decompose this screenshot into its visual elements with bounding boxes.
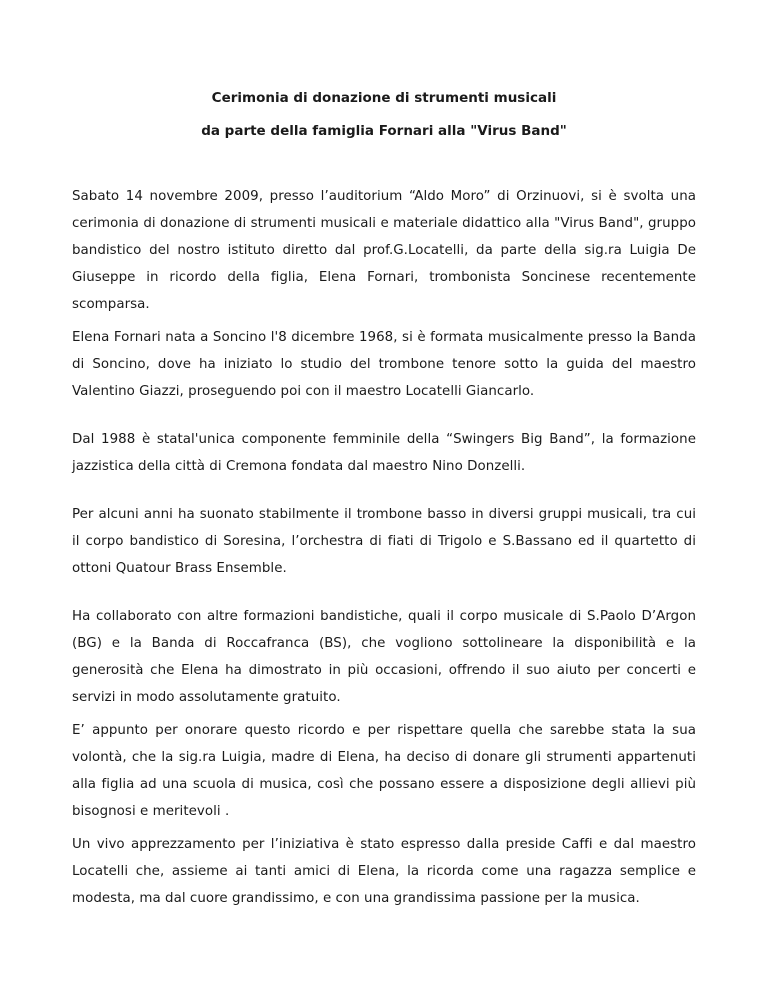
document-title bbox=[72, 82, 696, 148]
paragraph-donation: E’ appunto per onorare questo ricordo e per rispettare quella che sarebbe stata la sua volontà, che la sig.ra Luigia, madre di Elena, ha deciso di donare gli strumenti appartenuti alla figlia ad una scuola di musica, così che possano essere a disposizione degli allievi più bisognosi e meritevoli . bbox=[72, 723, 696, 819]
document-page bbox=[72, 82, 696, 912]
paragraph-collaborations: Ha collaborato con altre formazioni bandistiche, quali il corpo musicale di S.Paolo D’Argon (BG) e la Banda di Roccafranca (BS), che vogliono sottolineare la disponibilità e la generosità che Elena ha dimostrato in più occasioni, offrendo il suo aiuto per concerti e servizi in modo assolutamente gratuito. bbox=[72, 609, 696, 705]
paragraph-swingers-big-band: Dal 1988 è statal'unica componente femminile della “Swingers Big Band”, la formazione jazzistica della città di Cremona fondata dal maestro Nino Donzelli. bbox=[72, 432, 696, 474]
title-line-2: da parte della famiglia Fornari alla "Virus Band" bbox=[201, 123, 567, 139]
paragraph-biography: Elena Fornari nata a Soncino l'8 dicembre 1968, si è formata musicalmente presso la Banda di Soncino, dove ha iniziato lo studio del trombone tenore sotto la guida del maestro Valentino Giazzi, proseguendo poi con il maestro Locatelli Giancarlo. bbox=[72, 330, 696, 399]
paragraph-groups: Per alcuni anni ha suonato stabilmente il trombone basso in diversi gruppi musicali, tra cui il corpo bandistico di Soresina, l’orchestra di fiati di Trigolo e S.Bassano ed il quartetto di ottoni Quatour Brass Ensemble. bbox=[72, 507, 696, 576]
paragraph-appreciation: Un vivo apprezzamento per l’iniziativa è stato espresso dalla preside Caffi e dal maestro Locatelli che, assieme ai tanti amici di Elena, la ricorda come una ragazza semplice e modesta, ma dal cuore grandissimo, e con una grandissima passione per la musica. bbox=[72, 837, 696, 906]
paragraph-event: Sabato 14 novembre 2009, presso l’auditorium “Aldo Moro” di Orzinuovi, si è svolta una cerimonia di donazione di strumenti musicali e materiale didattico alla "Virus Band", gruppo bandistico del nostro istituto diretto dal prof.G.Locatelli, da parte della sig.ra Luigia De Giuseppe in ricordo della figlia, Elena Fornari, trombonista Soncinese recentemente scomparsa. bbox=[72, 189, 696, 312]
title-line-1: Cerimonia di donazione di strumenti musicali bbox=[211, 90, 557, 106]
document-body bbox=[72, 183, 696, 912]
